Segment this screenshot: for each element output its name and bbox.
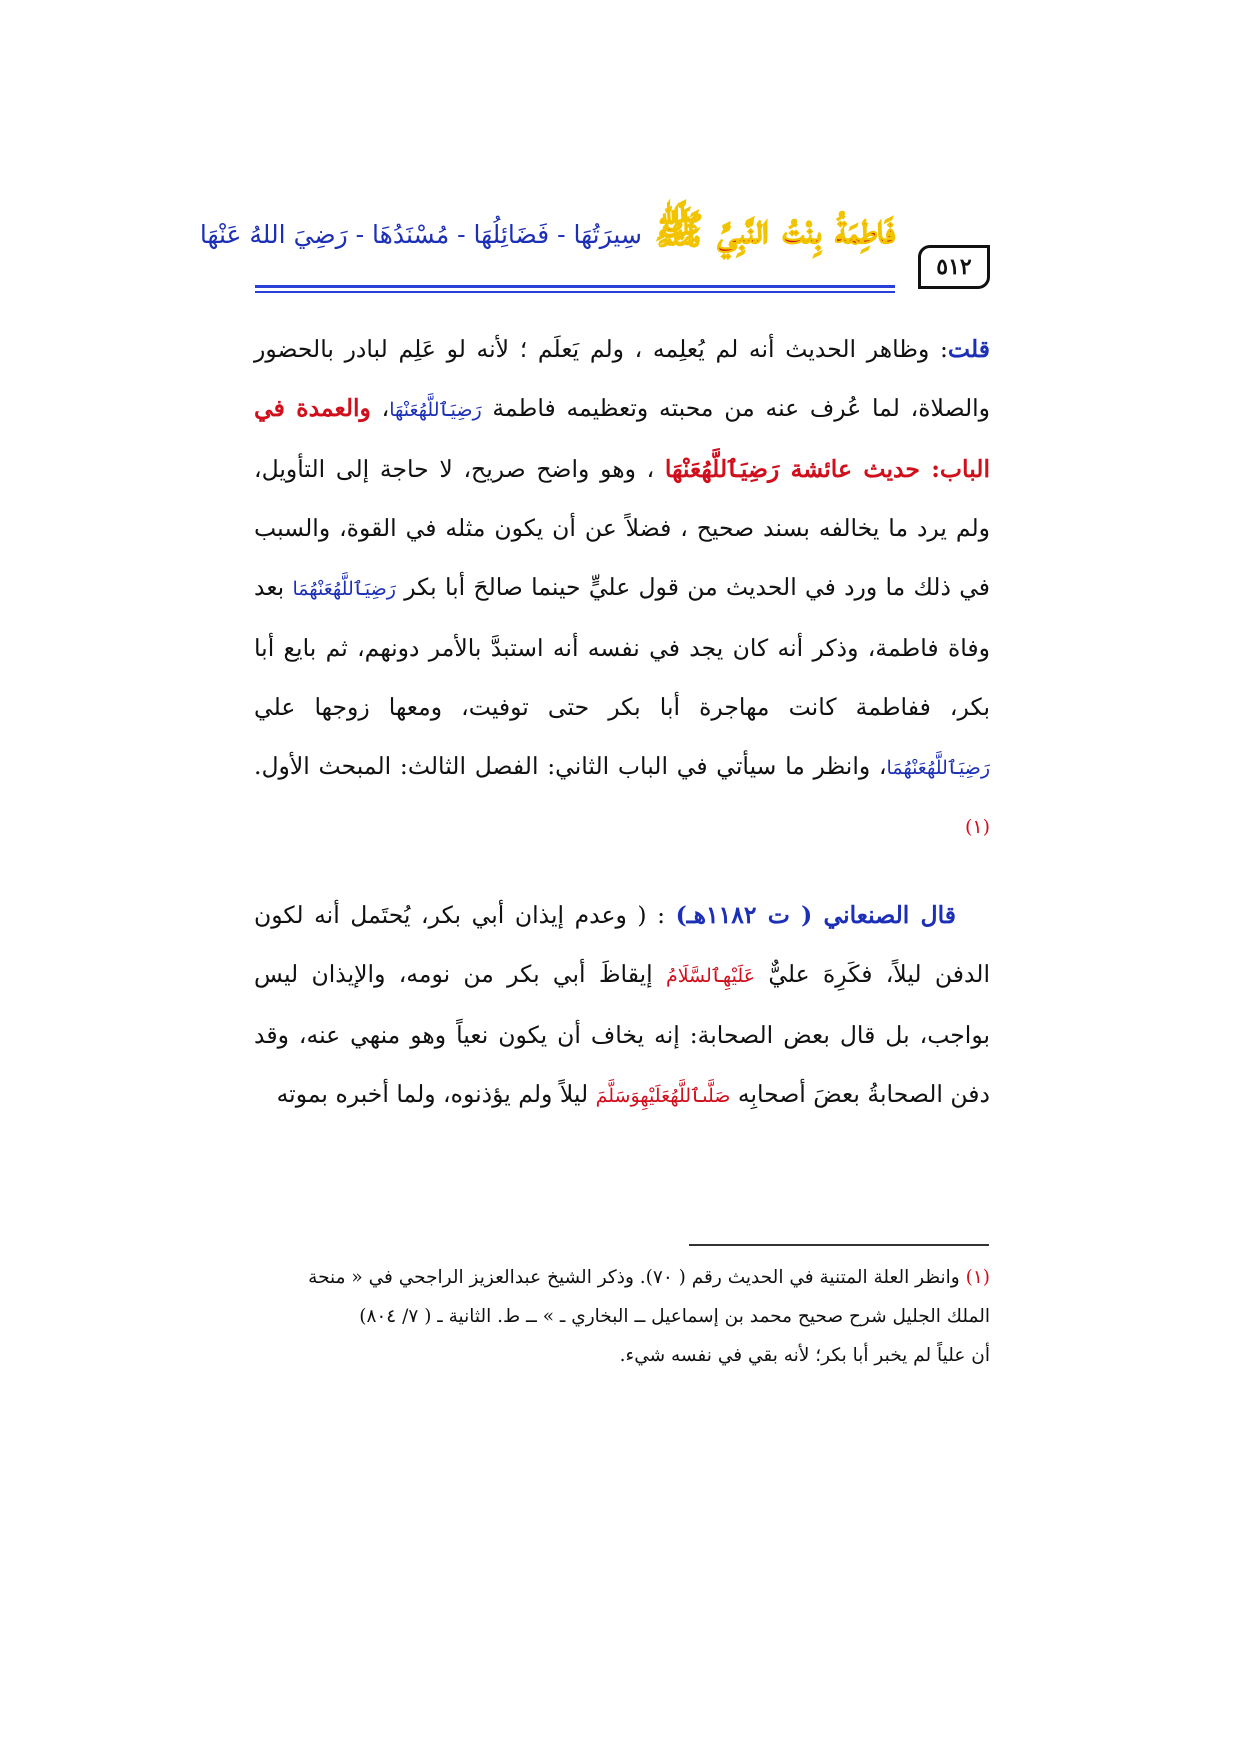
- paragraph-lead: قال الصنعاني ( ت ١١٨٢هـ): [675, 900, 956, 929]
- honorific: رَضِيَٱللَّهُعَنْهُمَا: [886, 757, 990, 779]
- book-subtitle: سِيرَتُهَا - فَضَائِلُهَا - مُسْنَدُهَا - رَضِيَ اللهُ عَنْهَا: [199, 220, 642, 249]
- footnote-number: (١): [965, 1267, 990, 1288]
- paragraph-lead: قلت: [947, 335, 990, 363]
- honorific: رَضِيَٱللَّهُعَنْهَا: [389, 399, 482, 421]
- text-run: إيقاظَ أبي بكر من نومه، والإيذان ليس بواجب، بل قال بعض الصحابة: إنه يخاف أن يكون نعياً وهو منهي عنه، وقد دفن الصحابةُ بعضَ أصحابِه: [254, 959, 990, 1108]
- page-number: ٥١٢: [918, 245, 990, 289]
- footnote-line: [254, 1258, 990, 1297]
- text-run: ليلاً ولم يؤذنوه، ولما أخبره بموته: [276, 1079, 596, 1108]
- text-run: بعد وفاة فاطمة، وذكر أنه كان يجد في نفسه أنه استبدَّ بالأمر دونهم، ثم بايع أبا بكر، ففاطمة كانت مهاجرة أبا بكر حتى توفيت، ومعها زوجها علي: [254, 573, 990, 721]
- main-text: [254, 320, 990, 1126]
- text-run: ، وانظر ما سيأتي في الباب الثاني: الفصل الثالث: المبحث الأول.: [254, 752, 887, 780]
- running-title: [199, 205, 895, 285]
- text-run: : ( وعدم إيذان أبي بكر، يُحتَمل أنه لكون الدفن ليلاً، فكَرِهَ عليٌّ: [254, 900, 990, 988]
- paragraph-1: [254, 320, 990, 864]
- book-title: فَاطِمَةُ بِنْتُ النَّبِيِّ ﷺ: [655, 206, 895, 253]
- footnote-line: الملك الجليل شرح صحيح محمد بن إسماعيل ــ البخاري ـ » ــ ط. الثانية ـ ( ٧/ ٨٠٤): [359, 1306, 990, 1327]
- emphasis-text: والعمدة في الباب: حديث عائشة: [254, 394, 990, 483]
- footnote-text: وانظر العلة المتنية في الحديث رقم ( ٧٠). وذكر الشيخ عبدالعزيز الراجحي في « منحة: [308, 1267, 966, 1288]
- honorific: رَضِيَٱللَّهُعَنْهُمَا: [292, 578, 396, 600]
- honorific: رَضِيَٱللَّهُعَنْهَا: [664, 455, 780, 483]
- honorific: عَلَيْهِٱلسَّلَامُ: [665, 964, 756, 987]
- header-rule-bottom: [255, 291, 895, 293]
- header-rule-top: [255, 285, 895, 288]
- footnote-separator: [689, 1244, 989, 1246]
- honorific: صَلَّىٱللَّهُعَلَيْهِوَسَلَّمَ: [595, 1084, 731, 1107]
- page-header: [199, 205, 990, 295]
- paragraph-2: [254, 886, 990, 1126]
- footnotes: [254, 1258, 990, 1375]
- text-run: : وظاهر الحديث أنه لم يُعلِمه ، ولم يَعلَم ؛ لأنه لو عَلِم لبادر بالحضور والصلاة، لما عُرف عنه من محبته وتعظيمه فاطمة: [254, 335, 990, 422]
- footnote-reference[interactable]: (١): [964, 816, 990, 838]
- text-run: ، وهو واضح صريح، لا حاجة إلى التأويل، ولم يرد ما يخالفه بسند صحيح ، فضلاً عن أن يكون مثله في القوة، والسبب في ذلك ما ورد في الحديث من قول عليٍّ حينما صالحَ أبا بكر: [254, 455, 991, 601]
- text-run: ،: [370, 394, 390, 422]
- footnote-line: أن علياً لم يخبر أبا بكر؛ لأنه بقي في نفسه شيء.: [619, 1345, 990, 1366]
